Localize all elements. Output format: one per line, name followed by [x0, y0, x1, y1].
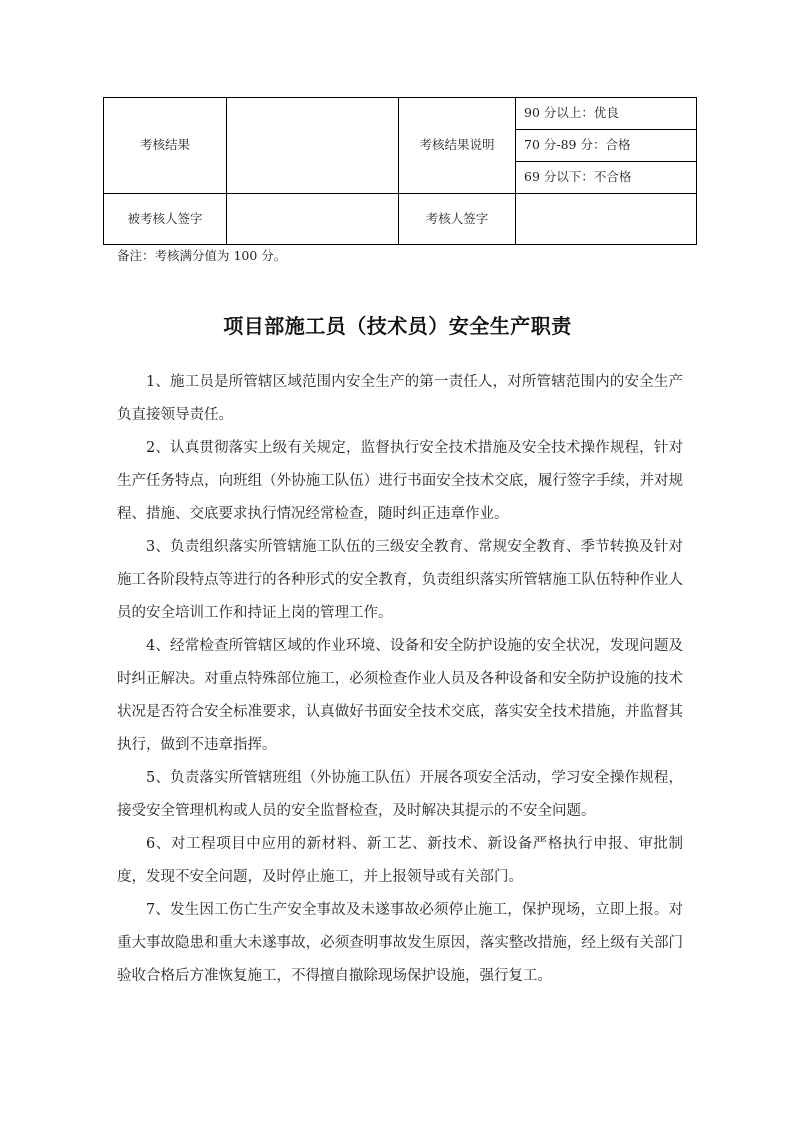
cell-evaluation-result-label: 考核结果 — [104, 98, 227, 194]
paragraph-4: 4、经常检查所管辖区域的作业环境、设备和安全防护设施的安全状况，发现问题及时纠正解决。对重点特殊部位施工，必须检查作业人员及各种设备和安全防护设施的技术状况是否符合安全标准要求，认真做好书面安全技术交底，落实安全技术措施，并监督其执行，做到不违章指挥。 — [117, 638, 683, 753]
paragraph-6: 6、对工程项目中应用的新材料、新工艺、新技术、新设备严格执行申报、审批制度，发现不安全问题，及时停止施工，并上报领导或有关部门。 — [117, 836, 683, 885]
grade-scale-table — [516, 98, 696, 193]
paragraph-7: 7、发生因工伤亡生产安全事故及未遂事故必须停止施工，保护现场，立即上报。对重大事故隐患和重大未遂事故，必须查明事故发生原因，落实整改措施，经上级有关部门验收合格后方准恢复施工，不得擅自撤除现场保护设施，强行复工。 — [117, 902, 683, 984]
responsibilities-body — [117, 366, 683, 993]
grade-row — [516, 162, 696, 194]
cell-assessor-signature-label: 考核人签字 — [399, 194, 516, 245]
cell-grade-scale — [516, 98, 697, 194]
paragraph-1: 1、施工员是所管辖区域范围内安全生产的第一责任人，对所管辖范围内的安全生产负直接领导责任。 — [117, 374, 683, 423]
cell-assessee-signature-value[interactable] — [227, 194, 399, 245]
table-row — [104, 194, 697, 245]
grade-row — [516, 98, 696, 130]
cell-assessee-signature-label: 被考核人签字 — [104, 194, 227, 245]
page-title: 项目部施工员（技术员）安全生产职责 — [223, 314, 572, 338]
grade-row — [516, 130, 696, 162]
paragraph-3: 3、负责组织落实所管辖施工队伍的三级安全教育、常规安全教育、季节转换及针对施工各阶段特点等进行的各种形式的安全教育，负责组织落实所管辖施工队伍特种作业人员的安全培训工作和持证上岗的管理工作。 — [117, 539, 683, 621]
grade-excellent: 90 分以上：优良 — [516, 98, 696, 130]
cell-evaluation-result-value[interactable] — [227, 98, 399, 194]
evaluation-result-table — [103, 97, 697, 245]
cell-assessor-signature-value[interactable] — [516, 194, 697, 245]
paragraph-5: 5、负责落实所管辖班组（外协施工队伍）开展各项安全活动，学习安全操作规程，接受安全管理机构或人员的安全监督检查，及时解决其提示的不安全问题。 — [117, 770, 683, 819]
grade-pass: 70 分-89 分：合格 — [516, 130, 696, 162]
cell-evaluation-explanation-label: 考核结果说明 — [399, 98, 516, 194]
grade-fail: 69 分以下：不合格 — [524, 169, 632, 185]
table-note: 备注：考核满分值为 100 分。 — [117, 248, 287, 263]
paragraph-2: 2、认真贯彻落实上级有关规定，监督执行安全技术措施及安全技术操作规程，针对生产任务特点，向班组（外协施工队伍）进行书面安全技术交底，履行签字手续，并对规程、措施、交底要求执行情况经常检查，随时纠正违章作业。 — [117, 440, 683, 522]
table-row — [104, 98, 697, 194]
